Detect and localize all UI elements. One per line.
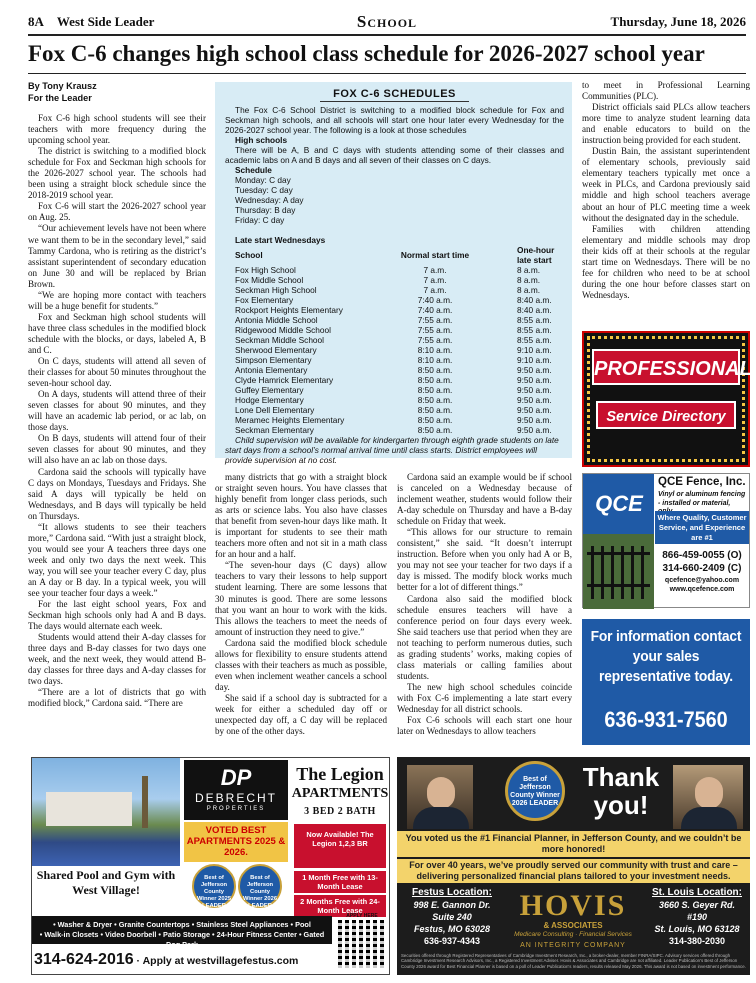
school-cell: Fox Middle School <box>235 275 304 285</box>
byline <box>28 80 206 104</box>
school-cell: Meramec Heights Elementary <box>235 415 345 425</box>
late-time-cell: 9:50 a.m. <box>517 365 552 375</box>
article-paragraph: “It allows students to see their teachers more,” Cardona said. “With just a straight block, you would see your A teachers three days one week and only two days the next week. This way, you will see your teacher every C day, plus an A day or B day. In a typical week, you will see your teacher four days a week.” <box>28 521 206 599</box>
table-row <box>235 375 564 385</box>
schedule-sidebar <box>215 82 572 465</box>
article-column-4 <box>582 80 750 301</box>
normal-time-cell: 7:55 a.m. <box>417 315 453 325</box>
day-item: Monday: C day <box>235 175 291 185</box>
festus-street: 998 E. Gannon Dr. <box>413 900 491 910</box>
article-paragraph: Fox C-6 schools will each start one hour later on Wednesdays to allow teachers <box>397 715 572 737</box>
sales-rep-text: For information contact your sales representative today. <box>590 628 742 685</box>
article-paragraph: Cardona said the schools will typically have C days on Mondays, Tuesdays and Fridays. She said A days will typically be held on Wednesdays, and B days will typically be held on Thursdays. <box>28 466 206 521</box>
article-paragraph: to meet in Professional Learning Communities (PLC). <box>582 80 750 102</box>
table-row <box>235 325 564 335</box>
legion-title-line2: APARTMENTS <box>291 786 389 801</box>
legion-apartments-ad[interactable] <box>31 757 390 975</box>
school-cell: Antonia Elementary <box>235 365 308 375</box>
amenities-line1: • Washer & Dryer • Granite Countertops • Stainless Steel Appliances • Pool <box>53 920 311 929</box>
debrecht-name: DEBRECHT <box>194 791 277 805</box>
sales-rep-ad[interactable] <box>582 619 750 745</box>
schedule-intro: The Fox C-6 School District is switching to a modified block schedule for Fox and Seckman high schools, and all schools will start one hour later every Wednesday for the 2026-2027 school year. The following is a look at those schedules <box>225 105 564 135</box>
table-row <box>235 275 564 285</box>
fence-photo <box>583 534 654 609</box>
stlouis-location <box>647 887 747 947</box>
day-list <box>225 175 564 225</box>
late-time-cell: 9:10 a.m. <box>517 345 552 355</box>
stlouis-heading: St. Louis Location: <box>652 887 742 898</box>
normal-time-cell: 8:50 a.m. <box>417 375 453 385</box>
headline-rule <box>28 73 746 74</box>
qce-name: QCE Fence, Inc. <box>658 476 746 488</box>
normal-time-cell: 8:50 a.m. <box>417 365 453 375</box>
normal-time-cell: 8:50 a.m. <box>417 395 453 405</box>
article-paragraph: The new high school schedules coincide with Fox C-6 implementing a late start every Wednesday for all district schools. <box>397 681 572 714</box>
festus-phone: 636-937-4343 <box>423 936 481 946</box>
table-row <box>235 395 564 405</box>
school-cell: Fox High School <box>235 265 296 275</box>
day-item: Thursday: B day <box>235 205 296 215</box>
best-of-seal-2025: Best of Jefferson County Winner 2025 LEADER <box>192 864 236 908</box>
section-name: School <box>356 12 418 31</box>
stlouis-phone: 314-380-2030 <box>668 936 726 946</box>
article-paragraph: Families with children attending elementary and middle schools may drop their kids off at their schools at the regular start time on Wednesdays. There will be no fee for children who need to be at school during the one hour before classes start on Wednesdays. <box>582 223 750 300</box>
sales-rep-phone: 636-931-7560 <box>604 707 728 732</box>
article-paragraph: For the last eight school years, Fox and Seckman high schools only had A and B days. The days would alternate each week. <box>28 599 206 632</box>
normal-time-cell: 7:40 a.m. <box>417 305 453 315</box>
school-cell: Lone Dell Elementary <box>235 405 315 415</box>
debrecht-mark: DP <box>220 765 252 790</box>
best-of-seal: Best of Jefferson County Winner 2026 LEADER <box>505 761 565 821</box>
paper-name: West Side Leader <box>56 14 155 29</box>
thank-you-text: Thank you! <box>582 762 660 820</box>
amenities-line2: • Walk-in Closets • Video Doorbell • Patio Storage • 24-Hour Fitness Center • Gated Dog Park <box>39 930 325 949</box>
festus-city: Festus, MO 63028 <box>413 924 491 934</box>
article-column-1 <box>28 80 206 710</box>
high-schools-text: There will be A, B and C days with students attending some of their classes and academic labs on A and B days and all seven of their classes on C days. <box>225 145 564 165</box>
late-time-cell: 9:50 a.m. <box>517 395 552 405</box>
late-time-cell: 8 a.m. <box>517 285 541 295</box>
debrecht-logo <box>184 760 288 820</box>
qce-logo <box>583 474 654 534</box>
qce-email: qcefence@yahoo.com <box>664 577 740 584</box>
two-months-free-badge: 2 Months Free with 24-Month Lease <box>294 895 386 917</box>
table-header-row <box>235 245 564 265</box>
article-column-3 <box>397 472 572 737</box>
article-paragraph: She said if a school day is subtracted for a week for either a scheduled day off or unexpected day off, a C day will be replaced by one of the other days. <box>215 692 387 737</box>
debrecht-sub: PROPERTIES <box>206 806 266 812</box>
late-time-cell: 8:55 a.m. <box>517 325 552 335</box>
col-normal-header: Normal start time <box>400 250 470 260</box>
professional-directory-ad[interactable] <box>582 331 750 467</box>
hovis-logo-name: HOVIS <box>519 889 627 922</box>
table-row <box>235 305 564 315</box>
day-item: Wednesday: A day <box>235 195 304 205</box>
school-cell: Simpson Elementary <box>235 355 312 365</box>
table-row <box>235 385 564 395</box>
table-row <box>235 285 564 295</box>
hovis-associates-ad[interactable] <box>397 757 750 975</box>
qce-fence-ad[interactable] <box>582 473 750 608</box>
article-paragraph: Cardona said an example would be if school is canceled on a Wednesday because of inclement weather, students would follow their A-day schedule on Thursday and have a B-day schedule on Friday that week. <box>397 472 572 527</box>
integrity-label: AN INTEGRITY COMPANY <box>520 942 626 949</box>
amenities-bar <box>32 916 332 949</box>
late-start-heading: Late start Wednesdays <box>235 235 326 245</box>
festus-suite: Suite 240 <box>432 912 472 922</box>
stlouis-street: 3660 S. Geyer Rd. <box>658 900 736 910</box>
qce-website: www.qcefence.com <box>669 586 735 593</box>
pool-photo <box>32 758 180 866</box>
school-cell: Seckman Elementary <box>235 425 314 435</box>
article-paragraph: Fox and Seckman high school students will have three class schedules in the modified block schedule with the blocks, or days, labeled A, B and C. <box>28 311 206 355</box>
late-time-cell: 8:40 a.m. <box>517 305 552 315</box>
disclaimer-text: Securities offered through Registered Representatives of Cambridge Investment Research, Inc., a broker-dealer, member FINRA/SIPC. Advisory services offered through Cambridge Investment Research Advisors, Inc., a Registered Investment Adviser. Hovis & Associates and Cambridge are not affiliated. Leader Publication's Best of Jefferson County 2026 award for Best Financial Planner is based on a poll of Leader Publication's readers, results released May 2026. This award is not based on investment performance. <box>401 953 746 969</box>
legion-phone: 314-624-2016 <box>34 951 134 968</box>
bed-bath: 3 BED 2 BATH <box>304 806 376 817</box>
start-time-table <box>235 245 564 435</box>
normal-time-cell: 8:50 a.m. <box>417 405 453 415</box>
table-row <box>235 345 564 355</box>
schedule-heading: Schedule <box>235 165 272 175</box>
pool-gym-text: Shared Pool and Gym with West Village! <box>36 868 176 897</box>
article-paragraph: District officials said PLCs allow teachers more time to analyze student learning data and enable educators to build on the instruction being provided for each student. <box>582 102 750 146</box>
late-time-cell: 8:55 a.m. <box>517 315 552 325</box>
article-paragraph: On A days, students will attend three of their seven classes for about 90 minutes, and they will have an academic lab period, or ac lab, on those days. <box>28 389 206 433</box>
article-paragraph: “This allows for our structure to remain consistent,” she said. “It doesn’t interrupt instruction. Before when you only had A or B, you may not see your teacher for two days if a day is missed. The modify block works much better for a lot of different things.” <box>397 527 572 593</box>
article-paragraph: “Our achievement levels have not been where we want them to be in the secondary level,” said Tammy Cardona, who is retiring as the district’s assistant superintendent of secondary education on June 30 and will be replaced by Brian Brown. <box>28 223 206 289</box>
school-cell: Fox Elementary <box>235 295 294 305</box>
normal-time-cell: 7:55 a.m. <box>417 325 453 335</box>
normal-time-cell: 7:40 a.m. <box>417 295 453 305</box>
late-time-cell: 9:50 a.m. <box>517 375 552 385</box>
day-item: Tuesday: C day <box>235 185 293 195</box>
voted-best-badge: VOTED BEST APARTMENTS 2025 & 2026. <box>184 822 288 862</box>
normal-time-cell: 8:50 a.m. <box>417 425 453 435</box>
late-time-cell: 9:50 a.m. <box>517 415 552 425</box>
late-time-cell: 8 a.m. <box>517 265 541 275</box>
forty-years-text: For over 40 years, we’ve proudly served our community with trust and care – delivering personalized financial plans tailored to your investment needs. <box>397 859 750 883</box>
one-month-free-badge: 1 Month Free with 13-Month Lease <box>294 871 386 893</box>
article-paragraph: “We are hoping more contact with teachers will be a huge benefit for students.” <box>28 289 206 311</box>
school-cell: Clyde Hamrick Elementary <box>235 375 334 385</box>
service-directory-label: Service Directory <box>596 401 736 429</box>
school-cell: Ridgewood Middle School <box>235 325 331 335</box>
school-cell: Guffey Elementary <box>235 385 304 395</box>
article-paragraph: many districts that go with a straight block or straight seven hours. You have classes that highly benefit from longer class periods, such as arts or science labs. You also have classes that benefit from seven-hour days like math. It is important for students to see their math teachers more often and not sit in a math class for an hour and a half. <box>215 472 387 560</box>
late-time-cell: 8:40 a.m. <box>517 295 552 305</box>
table-row <box>235 315 564 325</box>
byline-outlet: For the Leader <box>28 93 92 103</box>
normal-time-cell: 7 a.m. <box>423 285 447 295</box>
school-cell: Seckman Middle School <box>235 335 325 345</box>
article-paragraph: “The seven-hour days (C days) allow teachers to vary their lessons to help support student learning. There are some lessons that 30 minutes is good. There are some lessons that you want an hour to work with the kids. This allows the teachers to meet the needs of amount of instruction they need to give.” <box>215 560 387 637</box>
advisor-photo-2 <box>673 765 743 829</box>
qce-description: Vinyl or aluminum fencing - installed or material, <box>658 491 746 507</box>
school-cell: Antonia Middle School <box>235 315 318 325</box>
normal-time-cell: 8:10 a.m. <box>417 355 453 365</box>
qce-tagline: Where Quality, Customer Service, and Experience are #1 <box>655 511 749 544</box>
article-paragraph: On C days, students will attend all seven of their classes for about 50 minutes throughout the seven-hour school day. <box>28 356 206 389</box>
stlouis-suite: #190 <box>686 912 708 922</box>
qce-phone-office: 866-459-0055 (O) <box>662 550 742 561</box>
article-paragraph: Cardona also said the modified block schedule ensures teachers will have a conference period on four days every week. She said teachers use that period when they are not teaching to perform numerous duties, such as grading students’ works, making copies of class materials or calling families about students. <box>397 593 572 681</box>
table-row <box>235 335 564 345</box>
article-paragraph: The district is switching to a modified block schedule for Fox and Seckman high schools for the 2026-2027 school year. The schools had been using a straight block schedule since the 2018-2019 school year. <box>28 146 206 201</box>
legion-apply-url: · Apply at westvillagefestus.com <box>133 955 299 967</box>
article-paragraph: Cardona said the modified block schedule allows for flexibility to ensure students attend classes with their teachers as much as possible, even when inclement weather cancels a school day. <box>215 637 387 692</box>
hovis-logo-amp: & ASSOCIATES <box>543 921 603 930</box>
article-paragraph: “There are a lot of districts that go with modified block,” Cardona said. “There are <box>28 687 206 709</box>
school-cell: Rockport Heights Elementary <box>235 305 343 315</box>
qce-phones <box>655 549 749 575</box>
normal-time-cell: 7 a.m. <box>423 265 447 275</box>
high-schools-heading: High schools <box>235 135 288 145</box>
legion-title-line1: The Legion <box>296 764 384 784</box>
table-row <box>235 365 564 375</box>
school-cell: Sherwood Elementary <box>235 345 317 355</box>
schedule-title: FOX C-6 SCHEDULES <box>320 82 469 102</box>
late-time-cell: 9:10 a.m. <box>517 355 552 365</box>
voted-number-one-text: You voted us the #1 Financial Planner, in Jefferson County, and we couldn’t be more honored! <box>397 831 750 857</box>
late-time-cell: 8 a.m. <box>517 275 541 285</box>
table-row <box>235 415 564 425</box>
article-paragraph: On B days, students will attend four of their seven classes for about 90 minutes, and they will also have an ac lab on those days. <box>28 433 206 466</box>
advisor-photo-1 <box>407 765 473 829</box>
hovis-logo <box>503 891 643 953</box>
festus-heading: Festus Location: <box>411 887 492 898</box>
legion-title <box>290 764 390 804</box>
qr-code[interactable] <box>338 920 386 968</box>
column-1-text <box>28 113 206 710</box>
school-cell: Seckman High School <box>235 285 317 295</box>
article-paragraph: Students would attend their A-day classes for three days and B-day classes for two days one week, and the next week, they would attend B-day classes for three days and A-day classes for two days. <box>28 632 206 687</box>
header-rule <box>28 34 746 36</box>
legion-contact <box>34 948 334 972</box>
col-school-header: School <box>235 250 263 260</box>
qce-logo-text: QCE <box>595 491 643 516</box>
normal-time-cell: 8:10 a.m. <box>417 345 453 355</box>
qce-contact <box>655 576 749 594</box>
late-time-cell: 9:50 a.m. <box>517 425 552 435</box>
table-row <box>235 405 564 415</box>
late-time-cell: 9:50 a.m. <box>517 405 552 415</box>
qce-phone-cell: 314-660-2409 (C) <box>662 563 742 574</box>
hovis-logo-sub: Medicare Consulting · Financial Services <box>514 931 632 938</box>
col-late-header: One-hour late start <box>517 245 555 265</box>
professional-label: PROFESSIONAL <box>592 349 740 385</box>
day-item: Friday: C day <box>235 215 285 225</box>
normal-time-cell: 7:55 a.m. <box>417 335 453 345</box>
headline: Fox C-6 changes high school class schedule for 2026-2027 school year <box>28 41 705 66</box>
article-paragraph: Fox C-6 will start the 2026-2027 school year on Aug. 25. <box>28 201 206 223</box>
normal-time-cell: 7 a.m. <box>423 275 447 285</box>
apply-here-label: APPLY HERE <box>346 913 378 919</box>
byline-author: By Tony Krausz <box>28 81 97 91</box>
issue-date: Thursday, June 18, 2026 <box>610 14 746 29</box>
table-row <box>235 425 564 435</box>
table-row <box>235 295 564 305</box>
best-of-seal-2026: Best of Jefferson County Winner 2026 LEADER <box>238 864 282 908</box>
table-row <box>235 355 564 365</box>
normal-time-cell: 8:50 a.m. <box>417 385 453 395</box>
page-number: 8A <box>28 14 44 29</box>
now-available-badge: Now Available! The Legion 1,2,3 BR <box>294 824 386 868</box>
article-paragraph: Dustin Bain, the assistant superintendent of elementary schools, previously said elementary teachers typically met once a week in PLCs, and Cardona previously said middle and high school teachers average about an hour of PLC meeting time a week without the designated day in the schedule. <box>582 146 750 223</box>
supervision-note: Child supervision will be available for kindergarten through eighth grade students on late start days from a school’s normal arrival time until class starts. District employees will provide supervision at no cost. <box>225 435 559 465</box>
article-paragraph: Fox C-6 high school students will see their teachers with more frequency during the upcoming school year. <box>28 113 206 146</box>
table-row <box>235 265 564 275</box>
festus-location <box>401 887 503 947</box>
article-column-2 <box>215 472 387 737</box>
page-header <box>28 12 746 32</box>
stlouis-city: St. Louis, MO 63128 <box>654 924 740 934</box>
normal-time-cell: 8:50 a.m. <box>417 415 453 425</box>
school-cell: Hodge Elementary <box>235 395 304 405</box>
late-time-cell: 8:55 a.m. <box>517 335 552 345</box>
late-time-cell: 9:50 a.m. <box>517 385 552 395</box>
